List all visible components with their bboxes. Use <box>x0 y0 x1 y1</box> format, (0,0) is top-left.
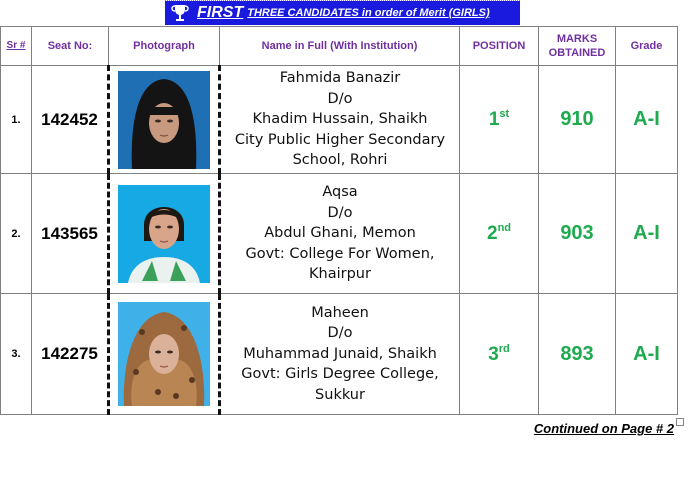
banner-first: FIRST <box>197 4 244 21</box>
candidate-name-cell <box>220 174 460 294</box>
row-marks: 910 <box>539 66 616 174</box>
name-line: D/o <box>327 325 353 342</box>
merit-banner <box>165 1 520 25</box>
row-sr: 3. <box>1 294 32 415</box>
position-suffix: rd <box>498 342 510 355</box>
banner-title: THREE CANDIDATES in order of Merit (GIRLS) <box>247 7 490 19</box>
row-sr: 1. <box>1 66 32 174</box>
table-row <box>1 294 678 415</box>
candidate-photo-cell <box>109 294 220 415</box>
row-marks: 903 <box>539 174 616 294</box>
name-line: School, Rohri <box>292 152 388 169</box>
col-header-photo: Photograph <box>109 27 220 66</box>
row-position <box>460 174 539 294</box>
position-suffix: st <box>499 108 510 120</box>
row-grade: A-I <box>616 174 678 294</box>
name-line: Govt: College For Women, <box>245 245 435 262</box>
col-header-seat: Seat No: <box>32 27 109 66</box>
row-marks: 893 <box>539 294 616 415</box>
col-header-marks: MARKS OBTAINED <box>539 27 616 66</box>
name-line: Fahmida Banazir <box>279 70 401 87</box>
position-suffix: nd <box>497 222 512 234</box>
name-line: Abdul Ghani, Memon <box>264 225 416 242</box>
row-position <box>460 66 539 174</box>
merit-table <box>0 26 678 415</box>
row-seat-number: 143565 <box>32 174 109 294</box>
candidate-photo-cell <box>109 174 220 294</box>
row-sr: 2. <box>1 174 32 294</box>
candidate-photo <box>118 302 210 406</box>
position-number: 1 <box>488 109 500 130</box>
candidate-photo <box>118 71 210 169</box>
table-row <box>1 66 678 174</box>
row-grade: A-I <box>616 66 678 174</box>
header-row <box>1 27 678 66</box>
row-seat-number: 142275 <box>32 294 109 415</box>
candidate-name-cell <box>220 66 460 174</box>
row-seat-number: 142452 <box>32 66 109 174</box>
table-row <box>1 174 678 294</box>
name-line: Aqsa <box>322 184 358 201</box>
name-line: Muhammad Junaid, Shaikh <box>243 345 437 362</box>
candidate-photo-cell <box>109 66 220 174</box>
name-line: Maheen <box>311 304 369 321</box>
continued-note: Continued on Page # 2 <box>533 421 674 436</box>
position-number: 2 <box>486 223 498 244</box>
name-line: Sukkur <box>315 386 365 403</box>
col-header-position: POSITION <box>460 27 539 66</box>
trophy-icon <box>169 3 191 23</box>
name-line: D/o <box>327 90 353 107</box>
name-line: D/o <box>327 204 353 221</box>
name-line: City Public Higher Secondary <box>234 131 446 148</box>
row-grade: A-I <box>616 294 678 415</box>
col-header-sr: Sr # <box>1 27 32 66</box>
name-line: Govt: Girls Degree College, <box>241 366 439 383</box>
candidate-name-cell <box>220 294 460 415</box>
candidate-photo <box>118 185 210 283</box>
name-line: Khairpur <box>309 266 371 283</box>
col-header-name: Name in Full (With Institution) <box>220 27 460 66</box>
name-line: Khadim Hussain, Shaikh <box>252 111 428 128</box>
row-position <box>460 294 539 415</box>
position-number: 3 <box>488 343 499 365</box>
table-resize-handle[interactable] <box>676 418 684 426</box>
col-header-grade: Grade <box>616 27 678 66</box>
